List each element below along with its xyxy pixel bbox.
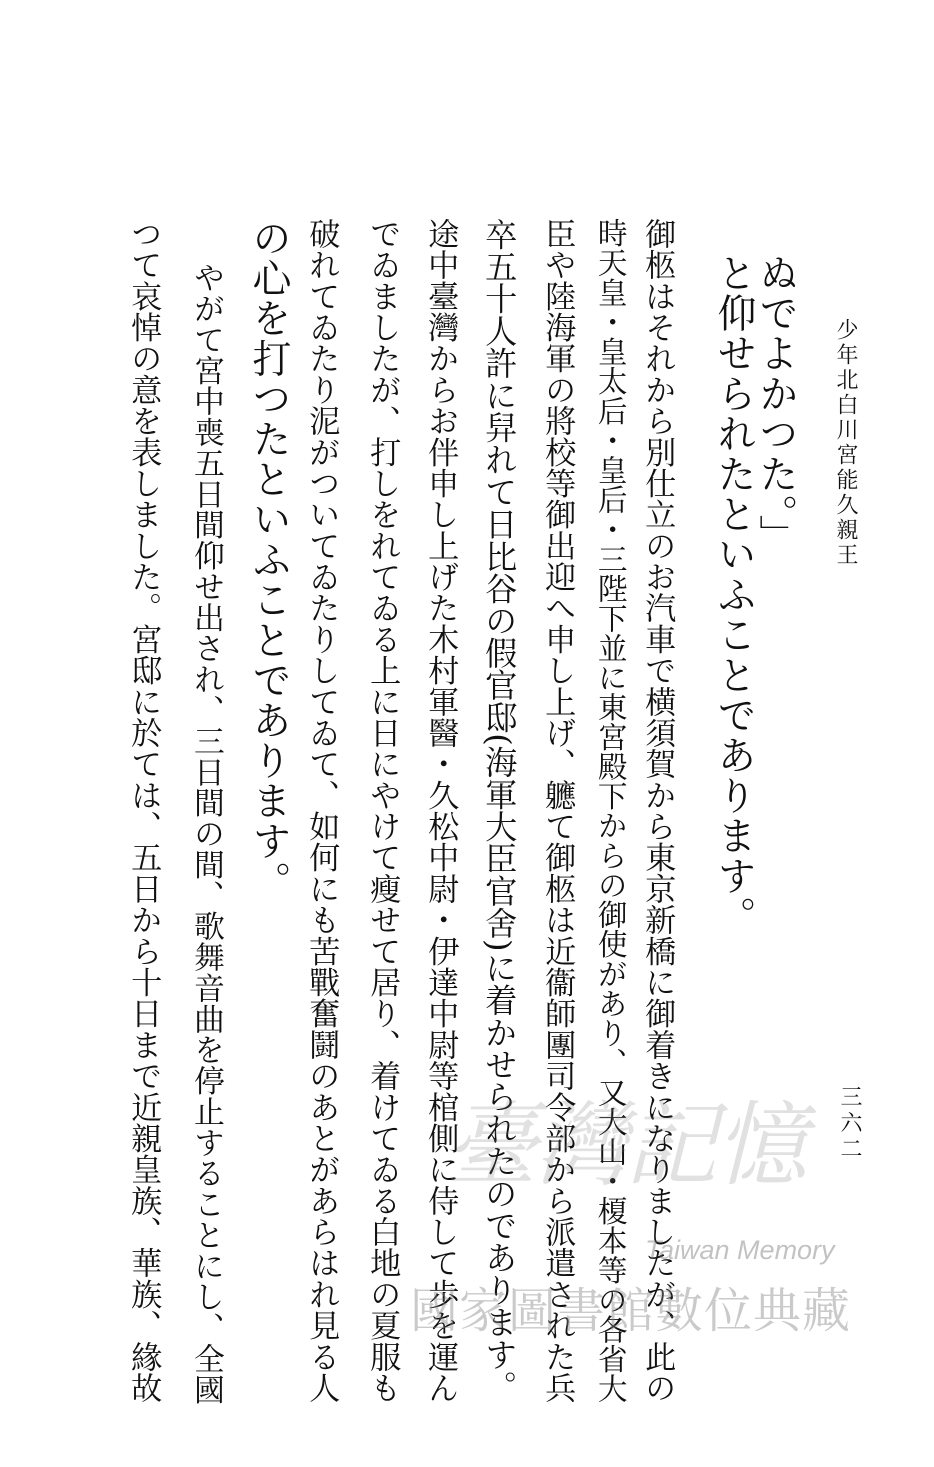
watermark-logo: 臺灣記憶 (445, 1092, 806, 1199)
text-column: 御柩はそれから別仕立のお汽車で横須賀から東京新橋に御着きになりましたが、此の (639, 218, 676, 1404)
running-title: 少年北白川宮能久親王 (833, 318, 858, 568)
page-number: 三六二 (837, 1085, 862, 1163)
text-column: 卒五十人許に舁れて日比谷の假官邸(海軍大臣官舍)に着かせられたのであります。 (480, 218, 519, 1403)
text-column: 時天皇・皇太后・皇后・三陛下並に東宮殿下からの御使があり、又大山・榎本等の各省大 (593, 218, 629, 1404)
text-column: 途中臺灣からお伴申し上げた木村軍醫・久松中尉・伊達中尉等棺側に侍して歩を運ん (422, 218, 459, 1404)
text-column: 臣や陸海軍の將校等御出迎へ申し上げ、軈て御柩は近衞師團司令部から派遣された兵 (539, 218, 576, 1404)
text-column: 破れてゐたり泥がついてゐたりしてゐて、如何にも苦戰奮鬪のあとがあらはれ見る人 (303, 218, 340, 1404)
text-column: やがて宮中喪五日間仰せ出され、三日間の間、歌舞音曲を停止することにし、全國 (187, 262, 224, 1405)
text-column: つて哀悼の意を表しました。宮邸に於ては、五日から十日まで近親皇族、華族、緣故 (125, 218, 162, 1404)
text-column: でゐましたが、打しをれてゐる上に日にやけて瘦せて居り、着けてゐる白地の夏服も (364, 218, 401, 1404)
text-column: ぬでよかつた。」 (753, 253, 798, 556)
text-column: と仰せられたといふことであります。 (711, 253, 756, 937)
watermark-chinese: 國家圖書館數位典藏 (410, 1283, 852, 1339)
watermark-english: Taiwan Memory (645, 1235, 835, 1265)
text-column: の心を打つたといふことであります。 (246, 218, 291, 902)
